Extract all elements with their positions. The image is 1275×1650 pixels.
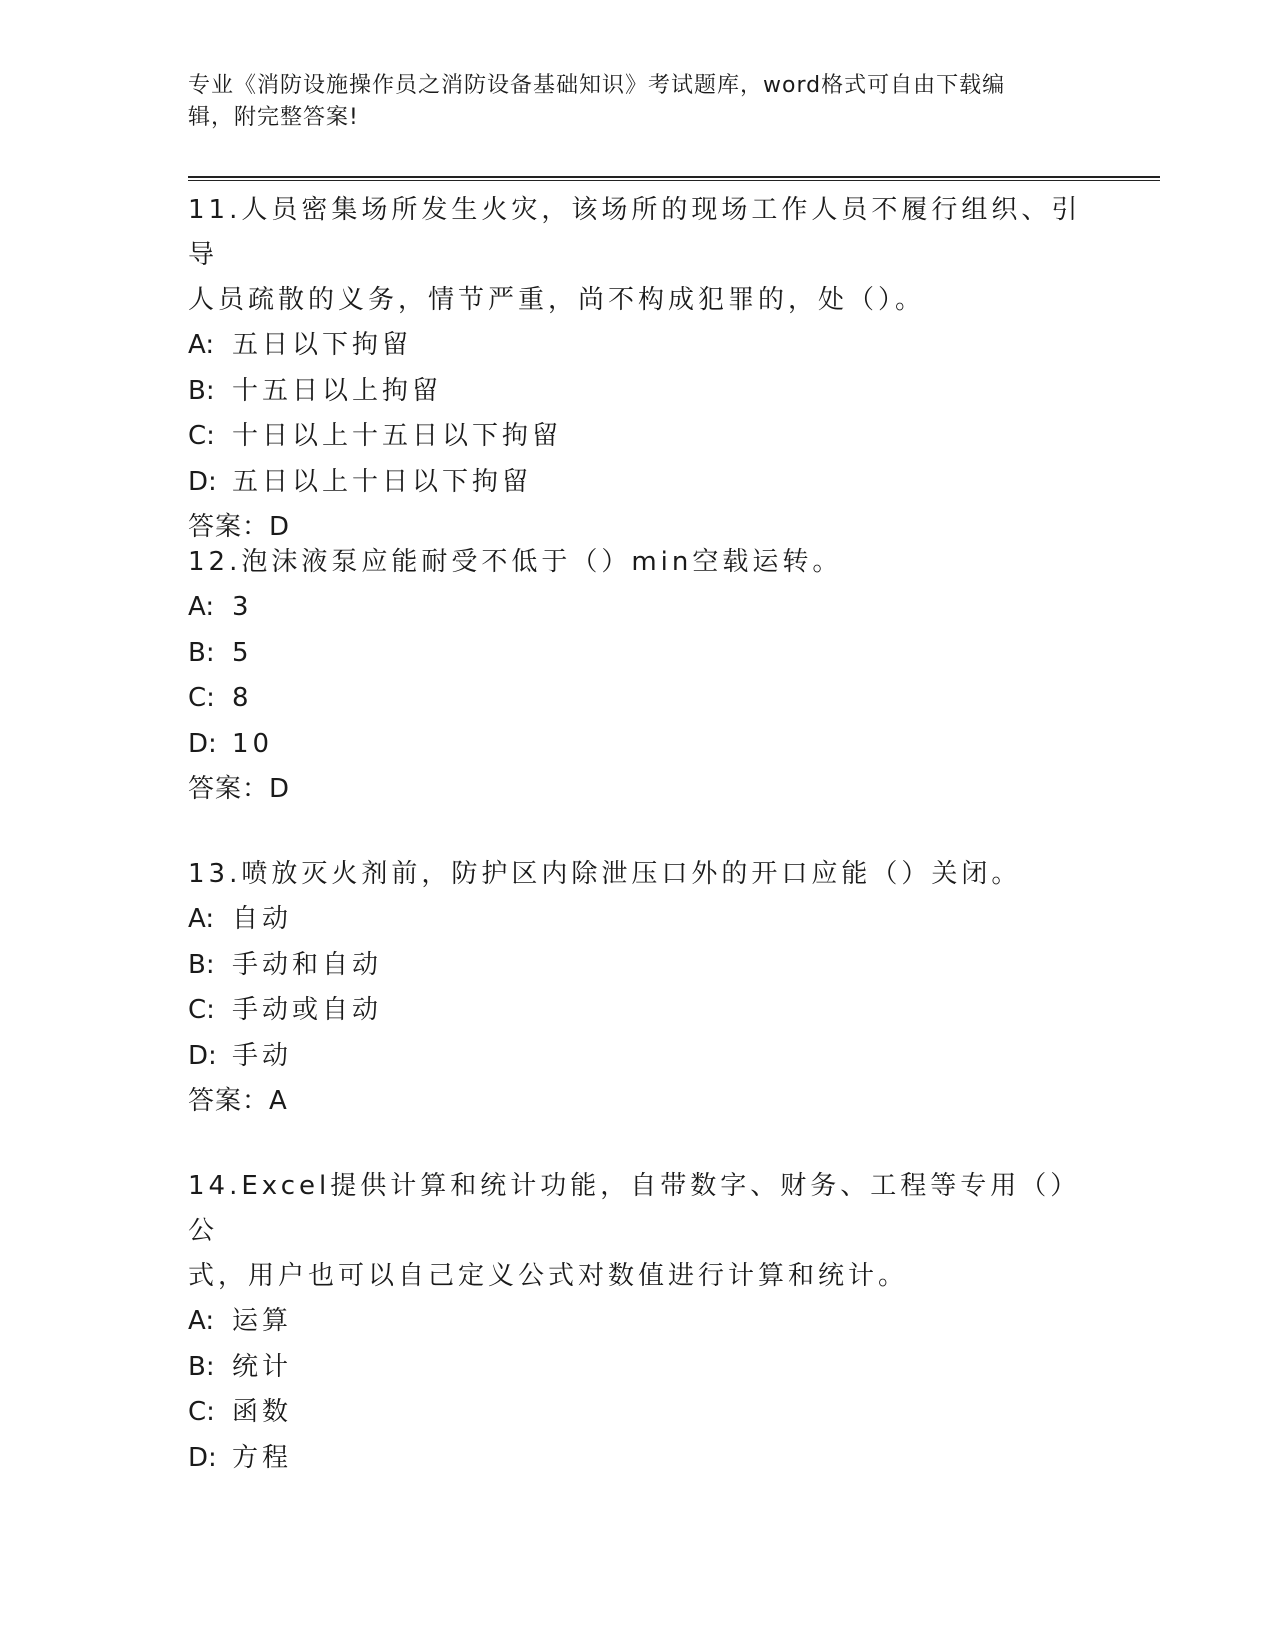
option-b <box>188 1345 1088 1391</box>
question-11 <box>188 188 1088 550</box>
option-letter: C: <box>188 421 215 451</box>
option-c <box>188 1390 1088 1436</box>
option-a <box>188 897 1088 943</box>
option-text: 统计 <box>232 1351 293 1382</box>
option-text: 3 <box>232 592 253 622</box>
option-letter: A: <box>188 592 215 622</box>
answer-line: 答案：D <box>188 512 291 542</box>
option-text: 运算 <box>232 1306 293 1336</box>
option-letter: B: <box>188 375 215 406</box>
option-text: 十日以上十五日以下拘留 <box>232 421 563 451</box>
option-text: 五日以上十日以下拘留 <box>232 466 533 497</box>
option-text: 10 <box>232 728 274 759</box>
question-stem-line: 人员疏散的义务，情节严重，尚不构成犯罪的，处（）。 <box>188 285 926 315</box>
option-d <box>188 722 1088 768</box>
option-text: 十五日以上拘留 <box>232 375 443 406</box>
option-b <box>188 943 1088 989</box>
option-a <box>188 585 1088 631</box>
option-a <box>188 323 1088 369</box>
option-letter: D: <box>188 1040 217 1071</box>
option-d <box>188 1034 1088 1080</box>
option-text: 8 <box>232 683 253 713</box>
option-letter: D: <box>188 466 217 497</box>
option-letter: B: <box>188 949 215 980</box>
header-line-2: 辑，附完整答案! <box>188 105 359 130</box>
question-stem-line: 14.Excel提供计算和统计功能，自带数字、财务、工程等专用（）公 <box>188 1171 1081 1246</box>
option-a <box>188 1299 1088 1345</box>
option-text: 手动 <box>232 1040 293 1071</box>
option-letter: A: <box>188 330 215 360</box>
option-letter: A: <box>188 904 215 934</box>
option-text: 五日以下拘留 <box>232 330 413 360</box>
question-stem-line: 11.人员密集场所发生火灾，该场所的现场工作人员不履行组织、引导 <box>188 195 1082 270</box>
option-d <box>188 460 1088 506</box>
question-13 <box>188 852 1088 1124</box>
question-14 <box>188 1164 1088 1481</box>
option-letter: B: <box>188 1351 215 1382</box>
option-letter: D: <box>188 1442 217 1473</box>
option-letter: D: <box>188 728 217 759</box>
option-b <box>188 631 1088 677</box>
option-text: 手动或自动 <box>232 995 383 1025</box>
option-letter: A: <box>188 1306 215 1336</box>
option-letter: C: <box>188 683 215 713</box>
option-text: 5 <box>232 637 253 668</box>
question-12 <box>188 540 1088 812</box>
option-c <box>188 414 1088 460</box>
option-c <box>188 676 1088 722</box>
answer-line: 答案：A <box>188 1086 288 1116</box>
question-stem-line: 式，用户也可以自己定义公式对数值进行计算和统计。 <box>188 1261 909 1291</box>
option-d <box>188 1436 1088 1482</box>
header-line-1: 专业《消防设施操作员之消防设备基础知识》考试题库，word格式可自由下载编 <box>188 73 1006 98</box>
option-text: 自动 <box>232 904 293 934</box>
option-letter: C: <box>188 995 215 1025</box>
question-stem-line: 12.泡沫液泵应能耐受不低于（）min空载运转。 <box>188 547 843 577</box>
question-stem-line: 13.喷放灭火剂前，防护区内除泄压口外的开口应能（）关闭。 <box>188 859 1022 889</box>
option-letter: C: <box>188 1397 215 1427</box>
answer-line: 答案：D <box>188 774 291 804</box>
header-divider <box>188 176 1160 181</box>
option-c <box>188 988 1088 1034</box>
option-b <box>188 369 1088 415</box>
option-text: 函数 <box>232 1397 293 1427</box>
option-text: 手动和自动 <box>232 949 383 980</box>
document-header <box>188 70 1068 134</box>
option-text: 方程 <box>232 1442 293 1473</box>
option-letter: B: <box>188 637 215 668</box>
